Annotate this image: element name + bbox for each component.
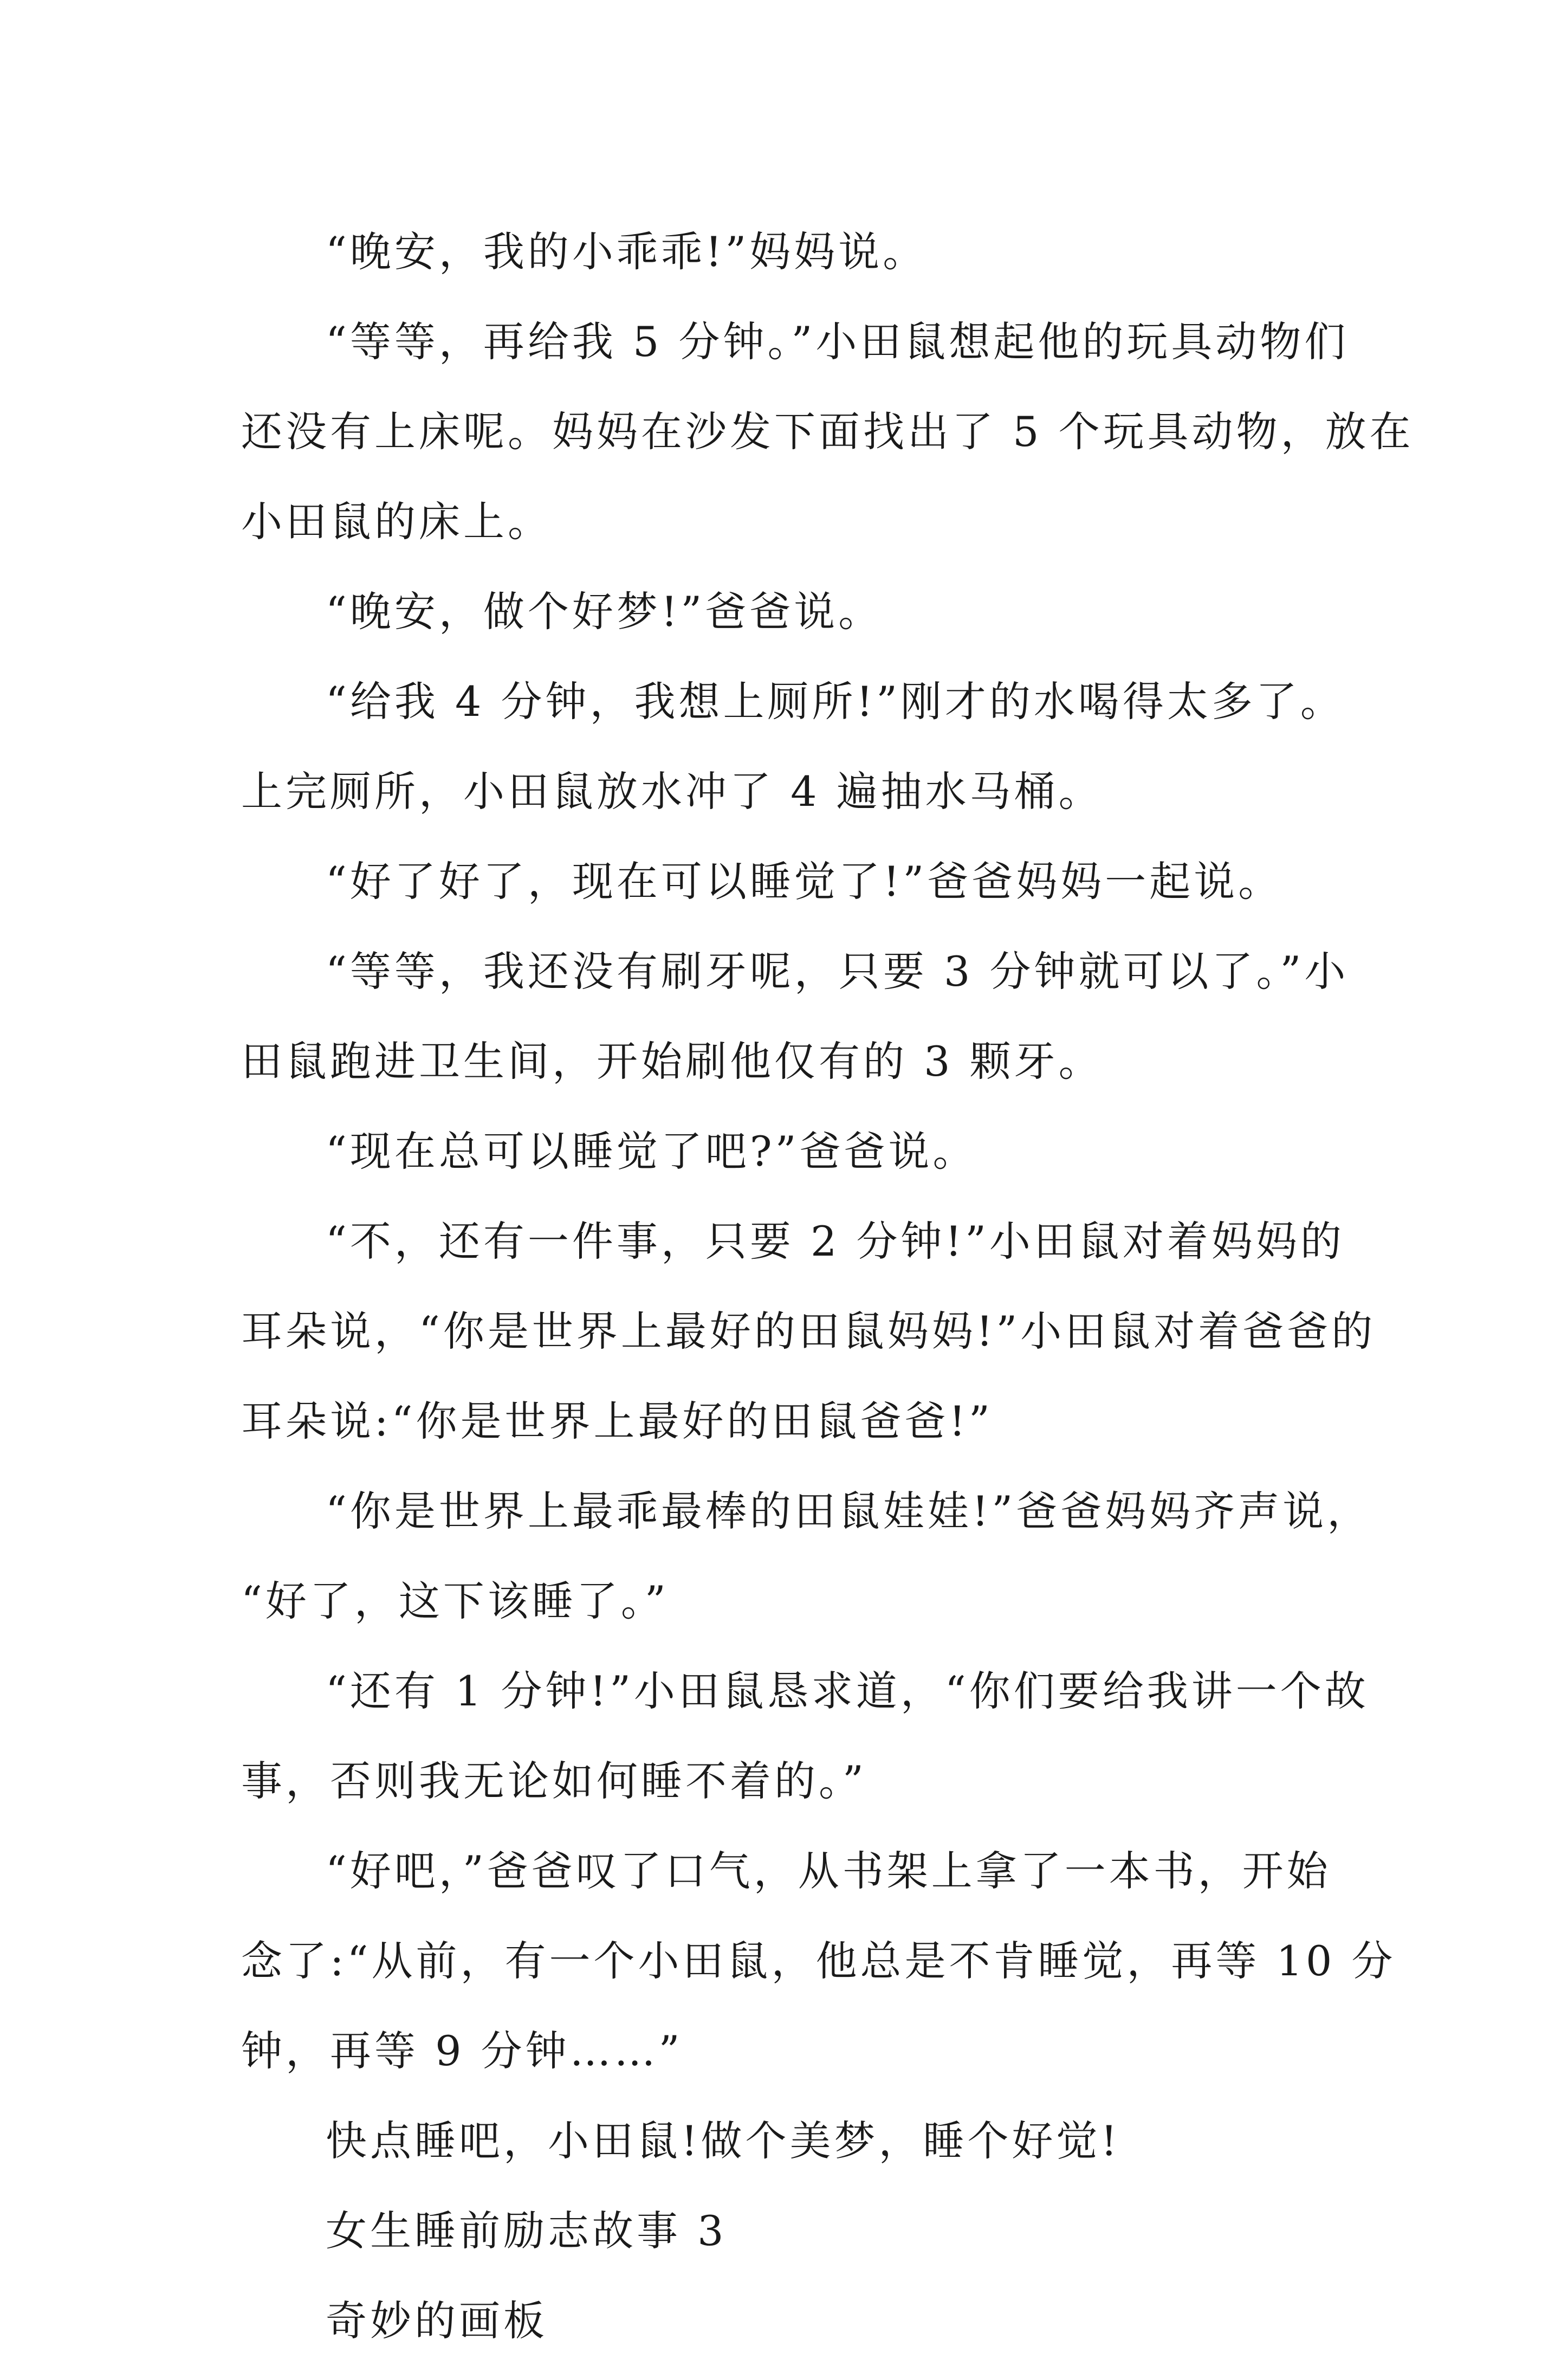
paragraph-line: 还没有上床呢。妈妈在沙发下面找出了 5 个玩具动物，放在 [241,408,1414,456]
paragraph-line: “等等，我还没有刷牙呢，只要 3 分钟就可以了。”小 [326,947,1349,995]
paragraph-line: 田鼠跑进卫生间，开始刷他仅有的 3 颗牙。 [241,1037,1103,1085]
paragraph-line: “好吧，”爸爸叹了口气，从书架上拿了一本书，开始 [326,1847,1331,1895]
story-title: 奇妙的画板 [326,2297,548,2345]
paragraph-line: 上完厕所，小田鼠放水冲了 4 遍抽水马桶。 [241,767,1103,816]
paragraph-line: “现在总可以睡觉了吧?”爸爸说。 [326,1127,977,1175]
paragraph-line: “等等，再给我 5 分钟。”小田鼠想起他的玩具动物们 [326,318,1349,366]
paragraph-line: 小田鼠的床上。 [241,497,552,546]
paragraph-line: 念了:“从前，有一个小田鼠，他总是不肯睡觉，再等 10 分 [241,1937,1396,1985]
document-body [241,207,1414,2366]
paragraph-line: “晚安，我的小乖乖!”妈妈说。 [326,228,928,276]
paragraph-line: “不，还有一件事，只要 2 分钟!”小田鼠对着妈妈的 [326,1217,1345,1265]
paragraph-line: “你是世界上最乖最棒的田鼠娃娃!”爸爸妈妈齐声说， [326,1487,1372,1535]
paragraph-line: “还有 1 分钟!”小田鼠恳求道，“你们要给我讲一个故 [326,1667,1369,1715]
paragraph-line: “好了，这下该睡了。” [241,1577,669,1625]
paragraph-line: “给我 4 分钟，我想上厕所!”刚才的水喝得太多了。 [326,677,1345,726]
paragraph-line: 钟，再等 9 分钟……” [241,2027,683,2075]
paragraph-line: 快点睡吧，小田鼠!做个美梦，睡个好觉! [326,2117,1121,2165]
paragraph-line: “晚安，做个好梦!”爸爸说。 [326,587,883,636]
paragraph-line: 耳朵说:“你是世界上最好的田鼠爸爸!” [241,1397,993,1445]
paragraph-line: 事，否则我无论如何睡不着的。” [241,1757,867,1805]
section-heading: 女生睡前励志故事 3 [326,2207,727,2255]
paragraph-line: “好了好了，现在可以睡觉了!”爸爸妈妈一起说。 [326,857,1283,906]
paragraph-line: 耳朵说，“你是世界上最好的田鼠妈妈!”小田鼠对着爸爸的 [241,1307,1376,1355]
